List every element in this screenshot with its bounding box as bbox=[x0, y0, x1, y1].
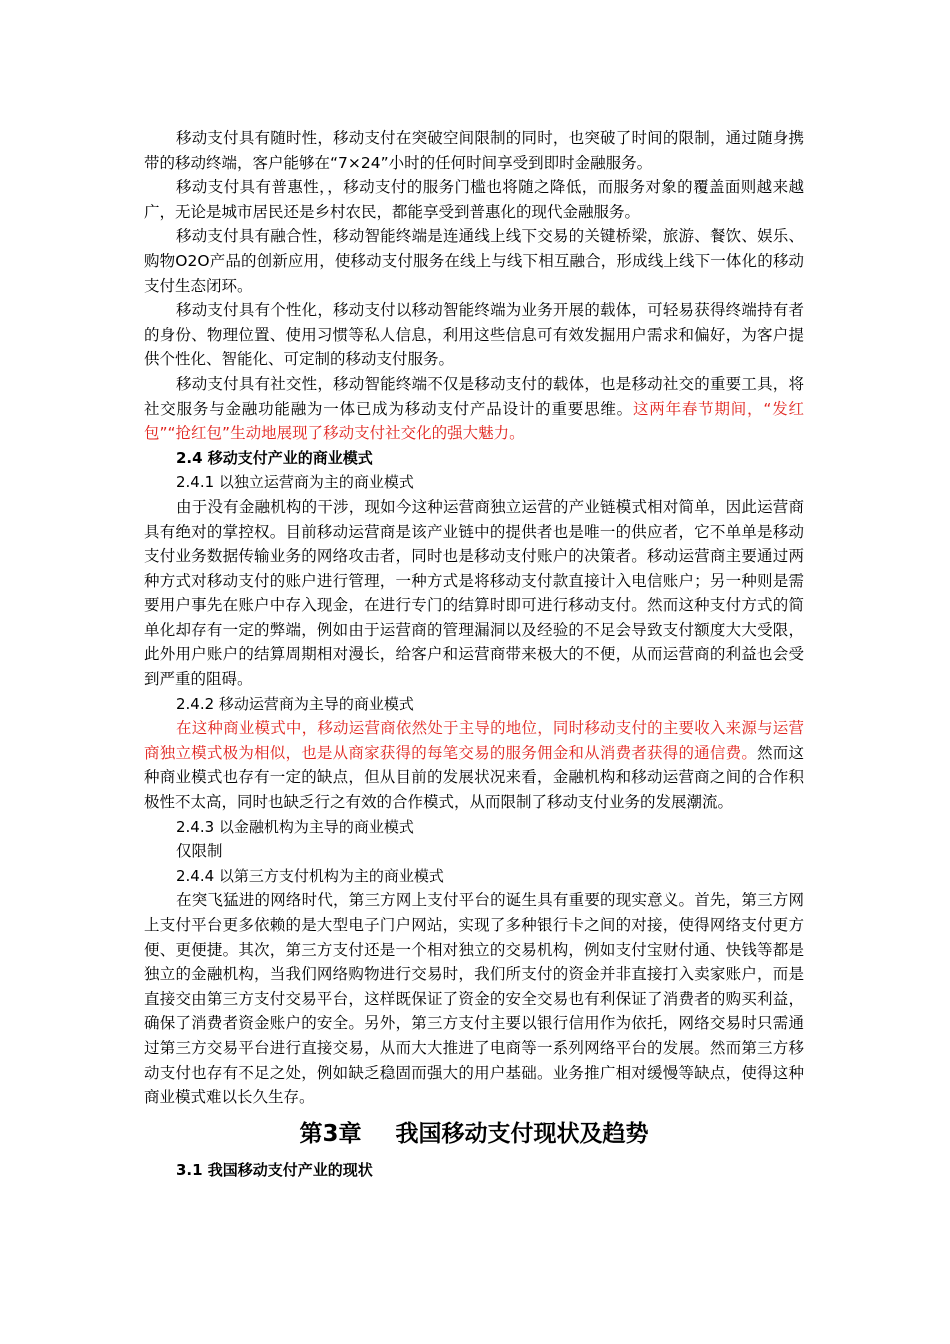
page-content bbox=[144, 126, 804, 1182]
heading-2-4-4: 2.4.4 以第三方支付机构为主的商业模式 bbox=[176, 866, 444, 885]
paragraph-2-4-2-highlight: 在这种商业模式中，移动运营商依然处于主导的地位，同时移动支付的主要收入来源与运营商独立模式极为相似，也是从商家获得的每笔交易的服务佣金和从消费者获得的通信费。 bbox=[144, 719, 804, 762]
paragraph-sociality bbox=[144, 372, 804, 446]
paragraph-2-4-2-text: 然而这种商业模式也存有一定的缺点，但从目前的发展状况来看，金融机构和移动运营商之间的合作积极性不太高，同时也缺乏行之有效的合作模式，从而限制了移动支付业务的发展潮流。 bbox=[144, 743, 804, 812]
sociality-text: 移动支付具有社交性，移动智能终端不仅是移动支付的载体，也是移动社交的重要工具，将社交服务与金融功能融为一体已成为移动支付产品设计的重要思维。 bbox=[144, 374, 804, 418]
paragraph-immediacy: 移动支付具有随时性，移动支付在突破空间限制的同时，也突破了时间的限制，通过随身携带的移动终端，客户能够在“7×24”小时的任何时间享受到即时金融服务。 bbox=[144, 129, 804, 172]
heading-2-4-1: 2.4.1 以独立运营商为主的商业模式 bbox=[176, 473, 414, 492]
paragraph-inclusiveness: 移动支付具有普惠性，，移动支付的服务门槛也将随之降低，而服务对象的覆盖面则越来越广，无论是城市居民还是乡村农民，都能享受到普惠化的现代金融服务。 bbox=[144, 178, 804, 221]
paragraph-integration: 移动支付具有融合性，移动智能终端是连通线上线下交易的关键桥梁，旅游、餐饮、娱乐、购物O2O产品的创新应用，使移动支付服务在线上与线下相互融合，形成线上线下一体化的移动支付生态闭环。 bbox=[144, 227, 804, 295]
paragraph-2-4-1: 由于没有金融机构的干涉，现如今这种运营商独立运营的产业链模式相对简单，因此运营商具有绝对的掌控权。目前移动运营商是该产业链中的提供者也是唯一的供应者，它不单单是移动支付业务数据传输业务的网络攻击者，同时也是移动支付账户的决策者。移动运营商主要通过两种方式对移动支付的账户进行管理，一种方式是将移动支付款直接计入电信账户；另一种则是需要用户事先在账户中存入现金，在进行专门的结算时即可进行移动支付。然而这种支付方式的简单化却存有一定的弊端，例如由于运营商的管理漏洞以及经验的不足会导致支付额度大大受限，此外用户账户的结算周期相对漫长，给客户和运营商带来极大的不便，从而运营商的利益也会受到严重的阻碍。 bbox=[144, 497, 804, 689]
paragraph-2-4-3: 仅限制 bbox=[176, 842, 223, 861]
heading-2-4: 2.4 移动支付产业的商业模式 bbox=[176, 448, 373, 467]
chapter-3-heading bbox=[144, 1114, 804, 1154]
paragraph-2-4-2 bbox=[144, 716, 804, 814]
paragraph-2-4-4: 在突飞猛进的网络时代，第三方网上支付平台的诞生具有重要的现实意义。首先，第三方网上支付平台更多依赖的是大型电子门户网站，实现了多种银行卡之间的对接，使得网络支付更方便、更便捷。其次，第三方支付还是一个相对独立的交易机构，例如支付宝财付通、快钱等都是独立的金融机构，当我们网络购物进行交易时，我们所支付的资金并非直接打入卖家账户，而是直接交由第三方支付交易平台，这样既保证了资金的安全交易也有利保证了消费者的购买利益，确保了消费者资金账户的安全。另外，第三方支付主要以银行信用作为依托，网络交易时只需通过第三方交易平台进行直接交易，从而大大推进了电商等一系列网络平台的发展。然而第三方移动支付也存有不足之处，例如缺乏稳固而强大的用户基础。业务推广相对缓慢等缺点，使得这种商业模式难以长久生存。 bbox=[144, 891, 804, 1107]
paragraph-personalization: 移动支付具有个性化，移动支付以移动智能终端为业务开展的载体，可轻易获得终端持有者的身份、物理位置、使用习惯等私人信息，利用这些信息可有效发掘用户需求和偏好，为客户提供个性化、智能化、可定制的移动支付服务。 bbox=[144, 301, 804, 369]
sociality-highlight: 这两年春节期间，“发红包”“抢红包”生动地展现了移动支付社交化的强大魅力。 bbox=[144, 399, 804, 443]
heading-3-1: 3.1 我国移动支付产业的现状 bbox=[176, 1160, 373, 1179]
chapter-title: 我国移动支付现状及趋势 bbox=[395, 1120, 649, 1147]
heading-2-4-2: 2.4.2 移动运营商为主导的商业模式 bbox=[176, 694, 414, 713]
heading-2-4-3: 2.4.3 以金融机构为主导的商业模式 bbox=[176, 817, 414, 836]
chapter-number: 第3章 bbox=[299, 1120, 362, 1147]
